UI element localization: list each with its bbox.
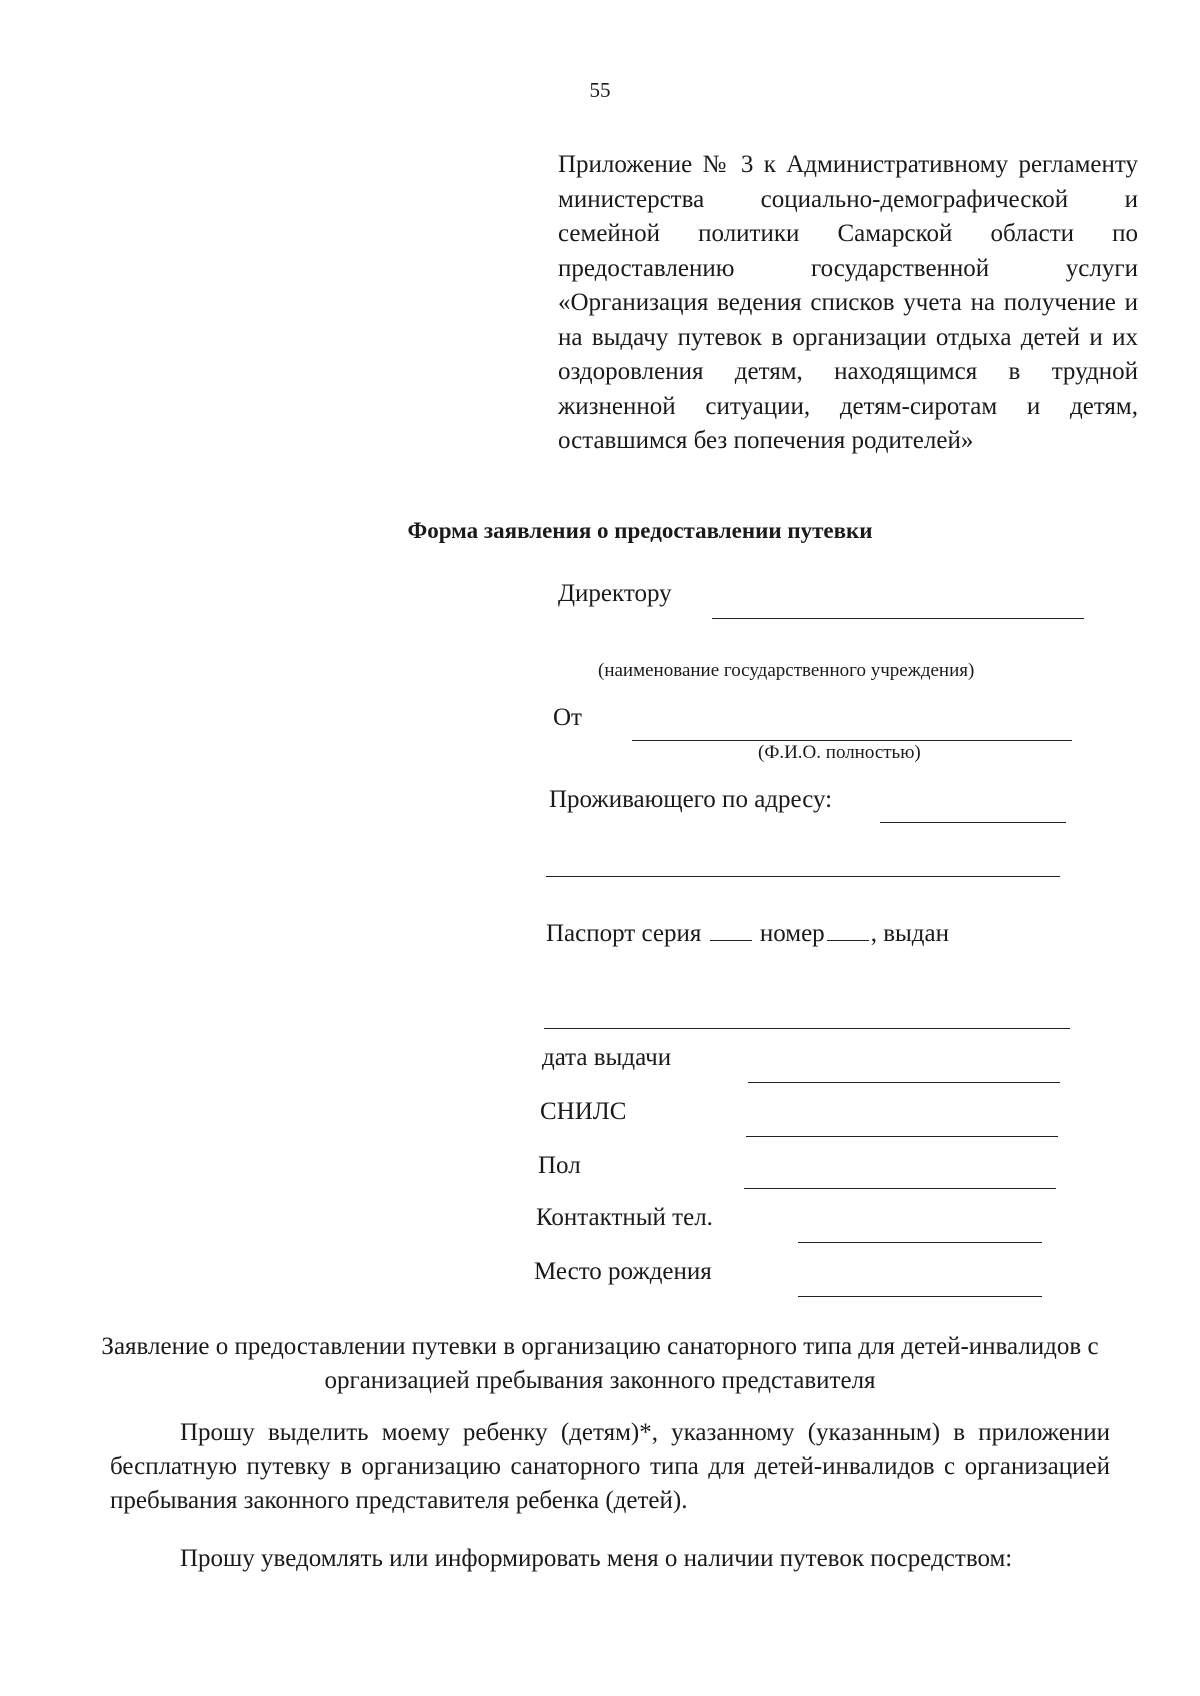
gender-label: Пол: [538, 1152, 581, 1179]
phone-label: Контактный тел.: [536, 1204, 713, 1231]
snils-field-line[interactable]: [746, 1136, 1058, 1137]
director-field-line[interactable]: [712, 618, 1084, 619]
from-field-line[interactable]: [632, 740, 1072, 741]
passport-row: [546, 920, 949, 948]
from-label: От: [553, 704, 582, 731]
page-number: 55: [589, 78, 611, 102]
form-title: Форма заявления о предоставлении путевки: [407, 518, 873, 543]
snils-label: СНИЛС: [540, 1098, 627, 1125]
director-caption: (наименование государственного учреждения): [598, 660, 975, 681]
passport-series-field[interactable]: [710, 922, 752, 941]
passport-series-label: Паспорт серия: [546, 920, 702, 947]
passport-issued-label: , выдан: [870, 920, 949, 947]
birthplace-field-line[interactable]: [798, 1296, 1042, 1297]
issue-date-label: дата выдачи: [542, 1044, 672, 1071]
statement-title: Заявление о предоставлении путевки в организацию санаторного типа для детей-инвалидов с организацией пребывания законного представителя: [101, 1333, 1099, 1394]
address-label: Проживающего по адресу:: [549, 786, 833, 813]
passport-number-label: номер: [759, 920, 825, 947]
gender-field-line[interactable]: [744, 1188, 1056, 1189]
statement-paragraph-1: Прошу выделить моему ребенку (детям)*, указанному (указанным) в приложении бесплатную путевку в организацию санаторного типа для детей-инвалидов с организацией пребывания законного представителя ребенка (детей).: [110, 1419, 1110, 1514]
director-label: Директору: [558, 580, 672, 607]
passport-issued-field-line[interactable]: [544, 1028, 1070, 1029]
birthplace-label: Место рождения: [534, 1258, 712, 1285]
address-field-line-1[interactable]: [880, 822, 1066, 823]
statement-paragraph-2: Прошу уведомлять или информировать меня о наличии путевок посредством:: [180, 1545, 1013, 1572]
address-field-line-2[interactable]: [546, 876, 1060, 877]
issue-date-field-line[interactable]: [748, 1082, 1060, 1083]
phone-field-line[interactable]: [798, 1242, 1042, 1243]
passport-number-field[interactable]: [827, 922, 869, 941]
from-caption: (Ф.И.О. полностью): [758, 742, 921, 763]
annex-note: Приложение № 3 к Административному регламенту министерства социально-демографической и семейной политики Самарской области по предоставлению государственной услуги «Организация ведения списков учета на получение и на выдачу путевок в организации отдыха детей и их оздоровления детям, находящимся в трудной жизненной ситуации, детям-сиротам и детям, оставшимся без попечения родителей»: [558, 151, 1138, 454]
